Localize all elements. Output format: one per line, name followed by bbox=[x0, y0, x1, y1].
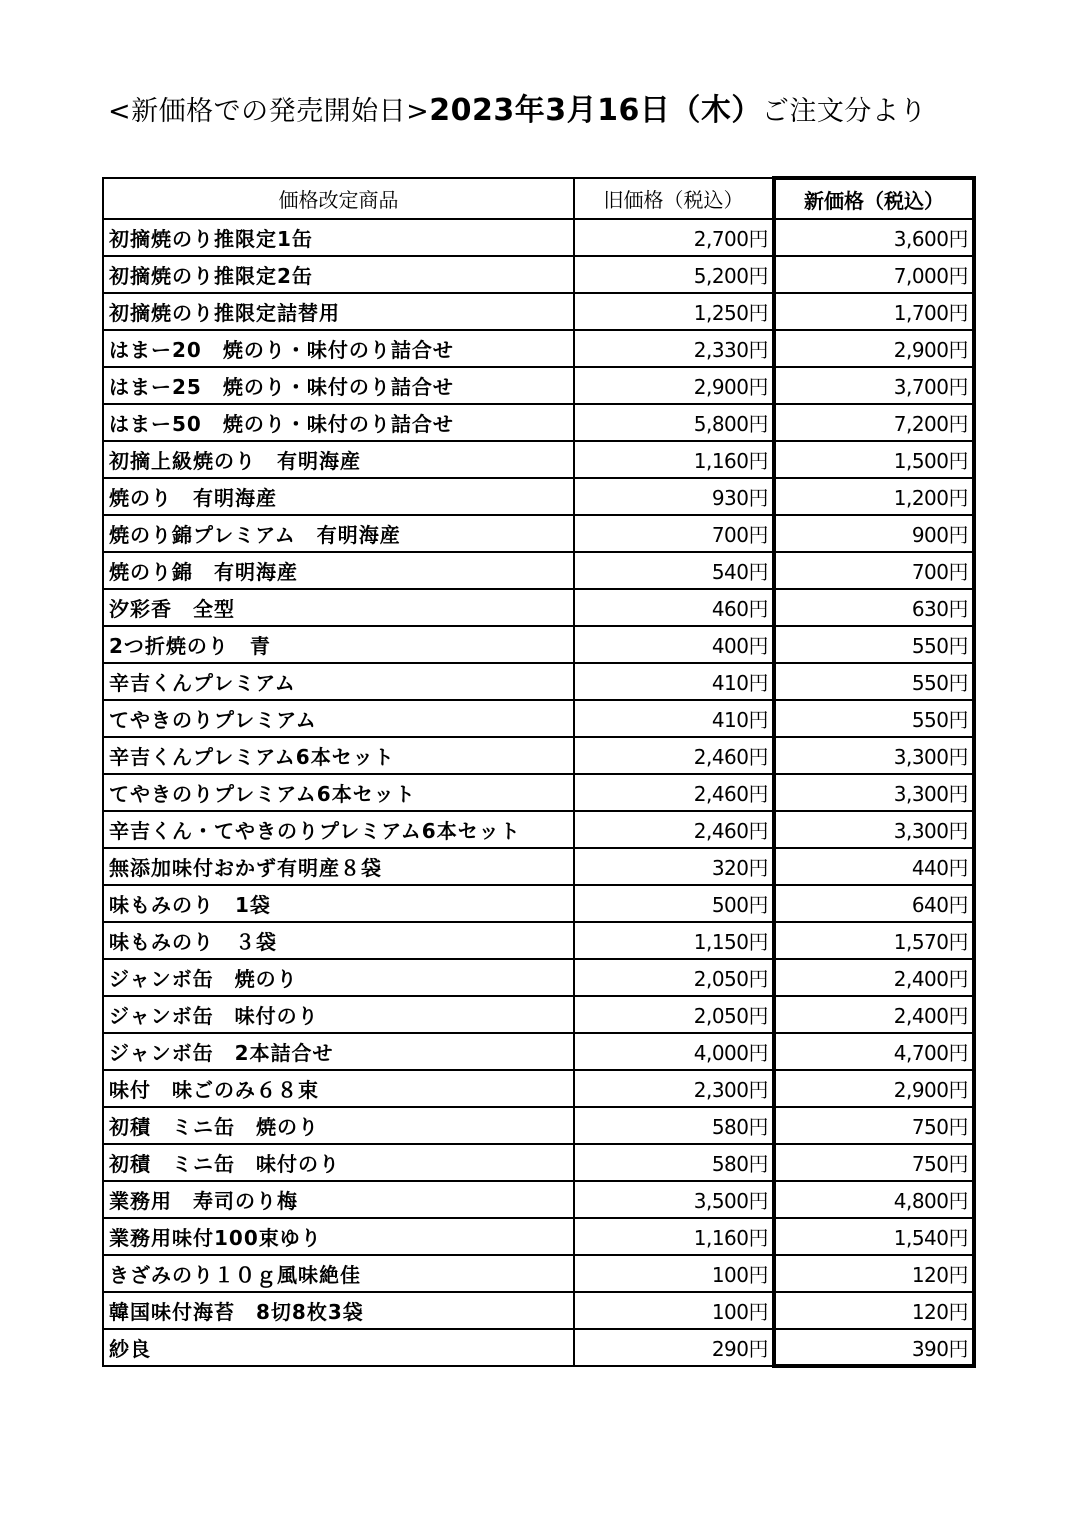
table-row bbox=[103, 367, 974, 404]
old-price-cell: 410円 bbox=[574, 663, 774, 700]
header-product: 価格改定商品 bbox=[103, 178, 574, 219]
new-price-cell: 2,900円 bbox=[774, 330, 974, 367]
old-price-cell: 2,460円 bbox=[574, 774, 774, 811]
table-row bbox=[103, 1292, 974, 1329]
table-row bbox=[103, 996, 974, 1033]
product-name-cell: きざみのり１０ｇ風味絶佳 bbox=[103, 1255, 574, 1292]
table-row bbox=[103, 441, 974, 478]
table-row bbox=[103, 256, 974, 293]
product-name-cell: 味もみのり 1袋 bbox=[103, 885, 574, 922]
table-row bbox=[103, 1070, 974, 1107]
product-name-cell: 初摘上級焼のり 有明海産 bbox=[103, 441, 574, 478]
new-price-cell: 750円 bbox=[774, 1107, 974, 1144]
new-price-cell: 120円 bbox=[774, 1292, 974, 1329]
table-row bbox=[103, 774, 974, 811]
product-name-cell: 紗良 bbox=[103, 1329, 574, 1366]
product-name-cell: 初摘焼のり推限定1缶 bbox=[103, 219, 574, 256]
product-name-cell: 初摘焼のり推限定2缶 bbox=[103, 256, 574, 293]
new-price-cell: 1,200円 bbox=[774, 478, 974, 515]
new-price-cell: 4,700円 bbox=[774, 1033, 974, 1070]
old-price-cell: 4,000円 bbox=[574, 1033, 774, 1070]
new-price-cell: 630円 bbox=[774, 589, 974, 626]
table-row bbox=[103, 1107, 974, 1144]
table-header-row bbox=[103, 178, 974, 219]
product-name-cell: 初摘焼のり推限定詰替用 bbox=[103, 293, 574, 330]
product-name-cell: 業務用味付100束ゆり bbox=[103, 1218, 574, 1255]
table-row bbox=[103, 1144, 974, 1181]
old-price-cell: 5,200円 bbox=[574, 256, 774, 293]
table-row bbox=[103, 737, 974, 774]
product-name-cell: はまー20 焼のり・味付のり詰合せ bbox=[103, 330, 574, 367]
table-row bbox=[103, 552, 974, 589]
new-price-cell: 3,700円 bbox=[774, 367, 974, 404]
new-price-cell: 750円 bbox=[774, 1144, 974, 1181]
product-name-cell: 無添加味付おかず有明産８袋 bbox=[103, 848, 574, 885]
old-price-cell: 5,800円 bbox=[574, 404, 774, 441]
new-price-cell: 7,000円 bbox=[774, 256, 974, 293]
table-row bbox=[103, 922, 974, 959]
table-row bbox=[103, 478, 974, 515]
new-price-cell: 3,600円 bbox=[774, 219, 974, 256]
old-price-cell: 580円 bbox=[574, 1107, 774, 1144]
table-row bbox=[103, 663, 974, 700]
new-price-cell: 4,800円 bbox=[774, 1181, 974, 1218]
product-name-cell: 焼のり 有明海産 bbox=[103, 478, 574, 515]
new-price-cell: 2,900円 bbox=[774, 1070, 974, 1107]
old-price-cell: 540円 bbox=[574, 552, 774, 589]
product-name-cell: 汐彩香 全型 bbox=[103, 589, 574, 626]
new-price-cell: 700円 bbox=[774, 552, 974, 589]
table-row bbox=[103, 330, 974, 367]
table-row bbox=[103, 885, 974, 922]
old-price-cell: 2,300円 bbox=[574, 1070, 774, 1107]
new-price-cell: 550円 bbox=[774, 663, 974, 700]
table-row bbox=[103, 848, 974, 885]
new-price-cell: 900円 bbox=[774, 515, 974, 552]
old-price-cell: 3,500円 bbox=[574, 1181, 774, 1218]
old-price-cell: 2,050円 bbox=[574, 996, 774, 1033]
new-price-cell: 3,300円 bbox=[774, 811, 974, 848]
product-name-cell: 辛吉くんプレミアム6本セット bbox=[103, 737, 574, 774]
old-price-cell: 2,330円 bbox=[574, 330, 774, 367]
product-name-cell: はまー25 焼のり・味付のり詰合せ bbox=[103, 367, 574, 404]
new-price-cell: 640円 bbox=[774, 885, 974, 922]
product-name-cell: 初積 ミニ缶 味付のり bbox=[103, 1144, 574, 1181]
header-new-price: 新価格（税込） bbox=[774, 178, 974, 219]
new-price-cell: 3,300円 bbox=[774, 737, 974, 774]
product-name-cell: 業務用 寿司のり梅 bbox=[103, 1181, 574, 1218]
old-price-cell: 2,460円 bbox=[574, 811, 774, 848]
table-row bbox=[103, 700, 974, 737]
product-name-cell: 韓国味付海苔 8切8枚3袋 bbox=[103, 1292, 574, 1329]
new-price-cell: 120円 bbox=[774, 1255, 974, 1292]
header-old-price: 旧価格（税込） bbox=[574, 178, 774, 219]
old-price-cell: 320円 bbox=[574, 848, 774, 885]
old-price-cell: 2,460円 bbox=[574, 737, 774, 774]
table-row bbox=[103, 219, 974, 256]
table-row bbox=[103, 959, 974, 996]
old-price-cell: 410円 bbox=[574, 700, 774, 737]
table-body bbox=[103, 219, 974, 1366]
product-name-cell: 味もみのり ３袋 bbox=[103, 922, 574, 959]
old-price-cell: 580円 bbox=[574, 1144, 774, 1181]
product-name-cell: てやきのりプレミアム bbox=[103, 700, 574, 737]
table-row bbox=[103, 1255, 974, 1292]
old-price-cell: 1,250円 bbox=[574, 293, 774, 330]
new-price-cell: 390円 bbox=[774, 1329, 974, 1366]
old-price-cell: 2,050円 bbox=[574, 959, 774, 996]
title-prefix: <新価格での発売開始日> bbox=[108, 96, 430, 127]
table-row bbox=[103, 515, 974, 552]
new-price-cell: 1,700円 bbox=[774, 293, 974, 330]
new-price-cell: 3,300円 bbox=[774, 774, 974, 811]
page-title bbox=[108, 86, 927, 136]
product-name-cell: 2つ折焼のり 青 bbox=[103, 626, 574, 663]
old-price-cell: 500円 bbox=[574, 885, 774, 922]
product-name-cell: ジャンボ缶 味付のり bbox=[103, 996, 574, 1033]
product-name-cell: 辛吉くん・てやきのりプレミアム6本セット bbox=[103, 811, 574, 848]
table-row bbox=[103, 626, 974, 663]
old-price-cell: 460円 bbox=[574, 589, 774, 626]
title-date: 2023年3月16日（木） bbox=[429, 93, 762, 128]
old-price-cell: 100円 bbox=[574, 1292, 774, 1329]
table-row bbox=[103, 1218, 974, 1255]
new-price-cell: 1,570円 bbox=[774, 922, 974, 959]
product-name-cell: ジャンボ缶 2本詰合せ bbox=[103, 1033, 574, 1070]
table-row bbox=[103, 404, 974, 441]
old-price-cell: 2,700円 bbox=[574, 219, 774, 256]
old-price-cell: 400円 bbox=[574, 626, 774, 663]
new-price-cell: 550円 bbox=[774, 626, 974, 663]
title-suffix: ご注文分より bbox=[761, 96, 927, 127]
product-name-cell: はまー50 焼のり・味付のり詰合せ bbox=[103, 404, 574, 441]
table-row bbox=[103, 589, 974, 626]
new-price-cell: 7,200円 bbox=[774, 404, 974, 441]
new-price-cell: 2,400円 bbox=[774, 959, 974, 996]
table-row bbox=[103, 811, 974, 848]
old-price-cell: 290円 bbox=[574, 1329, 774, 1366]
old-price-cell: 700円 bbox=[574, 515, 774, 552]
new-price-cell: 1,540円 bbox=[774, 1218, 974, 1255]
old-price-cell: 2,900円 bbox=[574, 367, 774, 404]
old-price-cell: 100円 bbox=[574, 1255, 774, 1292]
product-name-cell: ジャンボ缶 焼のり bbox=[103, 959, 574, 996]
product-name-cell: 初積 ミニ缶 焼のり bbox=[103, 1107, 574, 1144]
table-row bbox=[103, 1329, 974, 1366]
old-price-cell: 1,160円 bbox=[574, 441, 774, 478]
old-price-cell: 930円 bbox=[574, 478, 774, 515]
product-name-cell: てやきのりプレミアム6本セット bbox=[103, 774, 574, 811]
product-name-cell: 味付 味ごのみ６８束 bbox=[103, 1070, 574, 1107]
product-name-cell: 焼のり錦 有明海産 bbox=[103, 552, 574, 589]
table-row bbox=[103, 293, 974, 330]
table-row bbox=[103, 1033, 974, 1070]
new-price-cell: 1,500円 bbox=[774, 441, 974, 478]
new-price-cell: 550円 bbox=[774, 700, 974, 737]
product-name-cell: 焼のり錦プレミアム 有明海産 bbox=[103, 515, 574, 552]
product-name-cell: 辛吉くんプレミアム bbox=[103, 663, 574, 700]
new-price-cell: 440円 bbox=[774, 848, 974, 885]
price-table bbox=[102, 176, 976, 1368]
new-price-cell: 2,400円 bbox=[774, 996, 974, 1033]
old-price-cell: 1,150円 bbox=[574, 922, 774, 959]
table-row bbox=[103, 1181, 974, 1218]
old-price-cell: 1,160円 bbox=[574, 1218, 774, 1255]
